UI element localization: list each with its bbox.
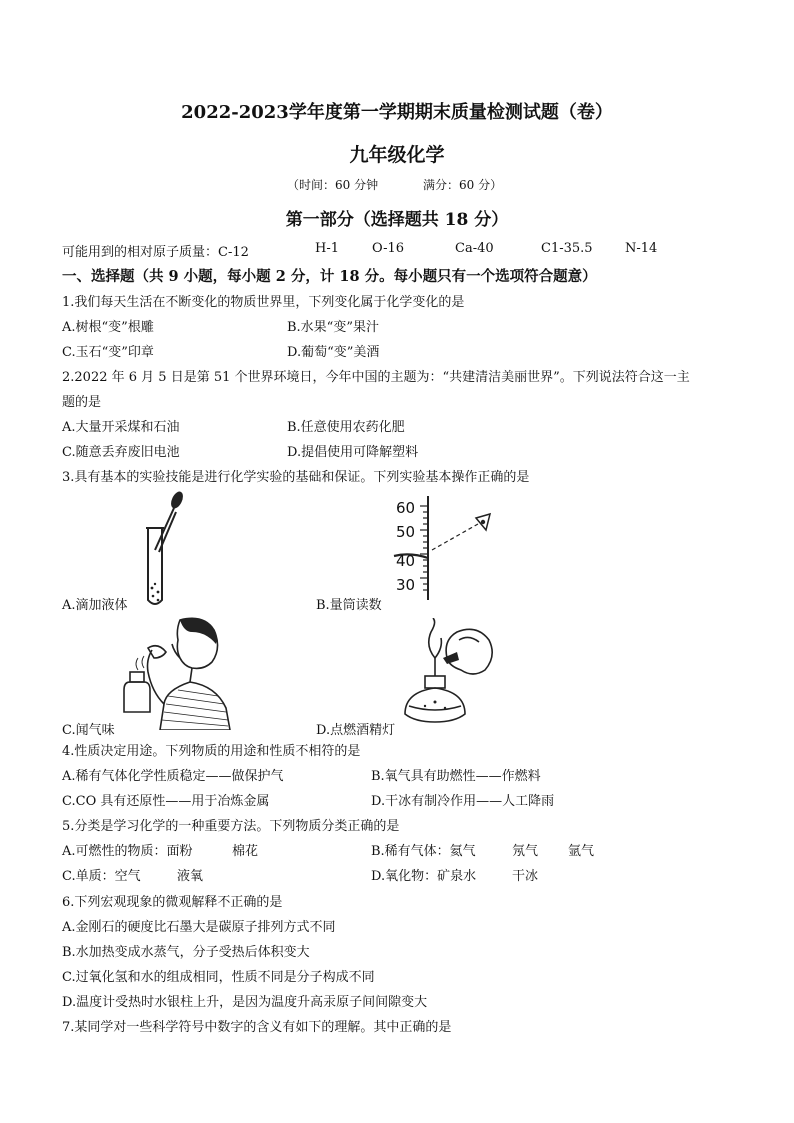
q3-option-c: C.闻气味 <box>62 723 115 738</box>
atomic-mass-n: N-14 <box>625 241 658 256</box>
time-info: （时间：60 分钟 <box>287 178 379 192</box>
q3-stem: 3.具有基本的实验技能是进行化学实验的基础和保证。下列实验基本操作正确的是 <box>62 470 530 485</box>
q6-option-b: B.水加热变成水蒸气，分子受热后体积变大 <box>62 945 310 960</box>
q2-stem-line2: 题的是 <box>62 395 102 410</box>
exam-title: 2022-2023学年度第一学期期末质量检测试题（卷） <box>181 102 613 123</box>
part-heading: 第一部分（选择题共 18 分） <box>285 210 509 230</box>
q5-option-d-item2: 干冰 <box>512 869 539 884</box>
q4-option-c: C.CO 具有还原性——用于冶炼金属 <box>62 794 270 809</box>
q1-option-a: A.树根“变”根雕 <box>62 320 154 335</box>
q4-option-a: A.稀有气体化学性质稳定——做保护气 <box>62 769 284 784</box>
cylinder-tick-60: 60 <box>396 499 416 517</box>
q1-option-d: D.葡萄“变”美酒 <box>287 345 380 360</box>
q6-option-d: D.温度计受热时水银柱上升，是因为温度升高汞原子间间隙变大 <box>62 995 428 1010</box>
smelling-figure <box>118 612 238 730</box>
cylinder-tick-50: 50 <box>396 523 416 541</box>
q5-option-d: D.氧化物：矿泉水 <box>371 869 477 884</box>
q5-option-a: A.可燃性的物质：面粉 <box>62 844 193 859</box>
q3-option-b: B.量筒读数 <box>316 598 382 613</box>
q5-option-b: B.稀有气体：氦气 <box>371 844 476 859</box>
q2-option-d: D.提倡使用可降解塑料 <box>287 445 419 460</box>
q5-option-c: C.单质：空气 <box>62 869 141 884</box>
q4-stem: 4.性质决定用途。下列物质的用途和性质不相符的是 <box>62 744 361 759</box>
q2-stem-line1: 2.2022 年 6 月 5 日是第 51 个世界环境日，今年中国的主题为：“共建清洁美丽世界”。下列说法符合这一主 <box>62 370 690 385</box>
q5-option-b-item3: 氩气 <box>568 844 595 859</box>
q4-option-b: B.氧气具有助燃性——作燃料 <box>371 769 541 784</box>
section-heading: 一、选择题（共 9 小题，每小题 2 分，计 18 分。每小题只有一个选项符合题意） <box>62 268 597 285</box>
q1-stem: 1.我们每天生活在不断变化的物质世界里，下列变化属于化学变化的是 <box>62 295 465 310</box>
dropper-test-tube-figure <box>128 488 198 608</box>
atomic-mass-label: 可能用到的相对原子质量：C-12 <box>62 245 249 260</box>
atomic-mass-o: O-16 <box>372 241 405 256</box>
atomic-mass-ca: Ca-40 <box>455 241 494 256</box>
q5-option-c-item2: 液氧 <box>177 869 204 884</box>
atomic-mass-h: H-1 <box>315 241 340 256</box>
alcohol-lamp-figure <box>395 618 505 730</box>
q7-stem: 7.某同学对一些科学符号中数字的含义有如下的理解。其中正确的是 <box>62 1020 452 1035</box>
q6-option-c: C.过氧化氢和水的组成相同，性质不同是分子构成不同 <box>62 970 375 985</box>
score-info: 满分：60 分） <box>423 178 503 192</box>
cylinder-tick-40: 40 <box>396 552 416 570</box>
q4-option-d: D.干冰有制冷作用——人工降雨 <box>371 794 555 809</box>
q2-option-c: C.随意丢弃废旧电池 <box>62 445 180 460</box>
q2-option-b: B.任意使用农药化肥 <box>287 420 405 435</box>
q1-option-b: B.水果“变”果汁 <box>287 320 379 335</box>
q6-option-a: A.金刚石的硬度比石墨大是碳原子排列方式不同 <box>62 920 336 935</box>
q2-option-a: A.大量开采煤和石油 <box>62 420 180 435</box>
q1-option-c: C.玉石“变”印章 <box>62 345 154 360</box>
q3-option-d: D.点燃酒精灯 <box>316 723 396 738</box>
cylinder-tick-30: 30 <box>396 576 416 594</box>
q6-stem: 6.下列宏观现象的微观解释不正确的是 <box>62 895 283 910</box>
atomic-mass-cl: C1-35.5 <box>541 241 593 256</box>
q5-stem: 5.分类是学习化学的一种重要方法。下列物质分类正确的是 <box>62 819 400 834</box>
q5-option-a-item2: 棉花 <box>232 844 259 859</box>
q3-option-a: A.滴加液体 <box>62 598 128 613</box>
exam-subject: 九年级化学 <box>349 144 445 166</box>
q5-option-b-item2: 氖气 <box>512 844 539 859</box>
